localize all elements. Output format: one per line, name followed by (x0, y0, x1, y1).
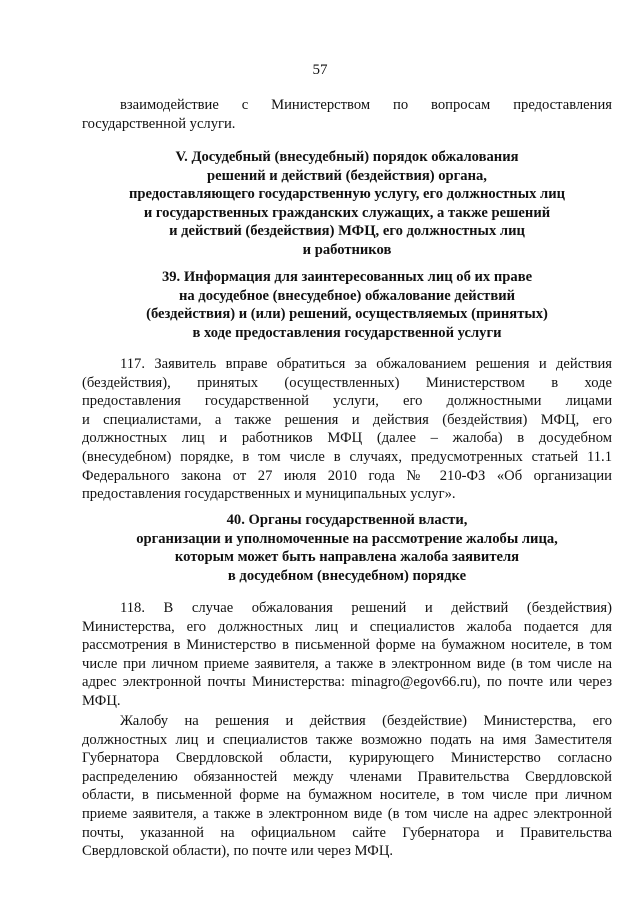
heading-40 (82, 511, 612, 585)
heading-line: организации и уполномоченные на рассмотрение жалобы лица, (136, 530, 558, 547)
heading-39 (82, 268, 612, 342)
text-line: Губернатора Свердловской области, курирующего Министерство согласно (82, 750, 612, 767)
text-line: 118. В случае обжалования решений и действий (бездействия) (120, 600, 612, 616)
text-line: Министерства, его должностных лиц и специалистов жалоба подается для (82, 618, 612, 635)
text-line: государственной услуги. (82, 115, 236, 132)
heading-line: и государственных гражданских служащих, а также решений (143, 204, 551, 221)
heading-line: 39. Информация для заинтересованных лиц об их праве (161, 269, 533, 285)
text-line: (бездействия), принятых (осуществленных) Министерством в ходе (82, 374, 612, 391)
paragraph-117 (82, 355, 612, 504)
heading-line: решений и действий (бездействия) органа, (207, 167, 487, 184)
text-line: должностных лиц и работников МФЦ (далее – жалоба) в досудебном (82, 430, 612, 447)
page-number: 57 (312, 62, 328, 78)
text-line: почты, указанной на официальном сайте Губернатора и Правительства (82, 824, 612, 841)
text-line: предоставления государственной услуги, его должностными лицами (82, 393, 612, 410)
text-line: 117. Заявитель вправе обратиться за обжалованием решения и действия (120, 356, 612, 372)
text-line: и специалистами, а также решения и действия (бездействия) МФЦ, его (82, 411, 612, 428)
text-line: числе при личном приеме заявителя, а также в электронном виде (в том числе на (82, 655, 612, 672)
text-line: приеме заявителя, а также в электронном виде (в том числе на адрес электронной (82, 805, 612, 822)
heading-line: предоставляющего государственную услугу, его должностных лиц (128, 186, 566, 203)
heading-line: и работников (302, 241, 392, 258)
text-line: должностных лиц и специалистов также возможно подать на имя Заместителя (82, 731, 612, 748)
text-line: адрес электронной почты Министерства: minagro@egov66.ru), по почте или через (82, 674, 612, 691)
heading-line: 40. Органы государственной власти, (226, 512, 468, 528)
heading-line: которым может быть направлена жалоба заявителя (174, 549, 520, 566)
section-heading (82, 148, 612, 260)
heading-line: и действий (бездействия) МФЦ, его должностных лиц (169, 223, 525, 240)
paragraph-118 (82, 599, 612, 711)
text-line: Федерального закона от 27 июля 2010 года № 210-ФЗ «Об организации (82, 467, 612, 484)
text-line: МФЦ. (82, 692, 121, 709)
heading-line: (бездействия) и (или) решений, осуществляемых (принятых) (146, 306, 548, 323)
heading-line: V. Досудебный (внесудебный) порядок обжалования (175, 149, 519, 165)
text-line: (внесудебном) порядке, в том числе в случаях, предусмотренных статьей 11.1 (82, 448, 612, 465)
text-line: рассмотрения в Министерство в письменной форме на бумажном носителе, в том (82, 637, 612, 654)
text-line: области, в письменной форме на бумажном носителе, в том числе при личном (82, 787, 612, 804)
text-line: распределению обязанностей между членами Правительства Свердловской (82, 768, 612, 785)
heading-line: в досудебном (внесудебном) порядке (227, 567, 467, 584)
text-line: взаимодействие с Министерством по вопросам предоставления (120, 97, 612, 113)
heading-line: на досудебное (внесудебное) обжалование действий (178, 287, 516, 304)
heading-line: в ходе предоставления государственной услуги (192, 324, 502, 341)
complaint-paragraph (82, 712, 612, 861)
text-line: Свердловской области), по почте или через МФЦ. (82, 843, 394, 860)
intro-paragraph (82, 96, 612, 133)
text-line: предоставления государственных и муниципальных услуг». (82, 486, 456, 503)
text-line: Жалобу на решения и действия (бездействие) Министерства, его (120, 713, 612, 729)
